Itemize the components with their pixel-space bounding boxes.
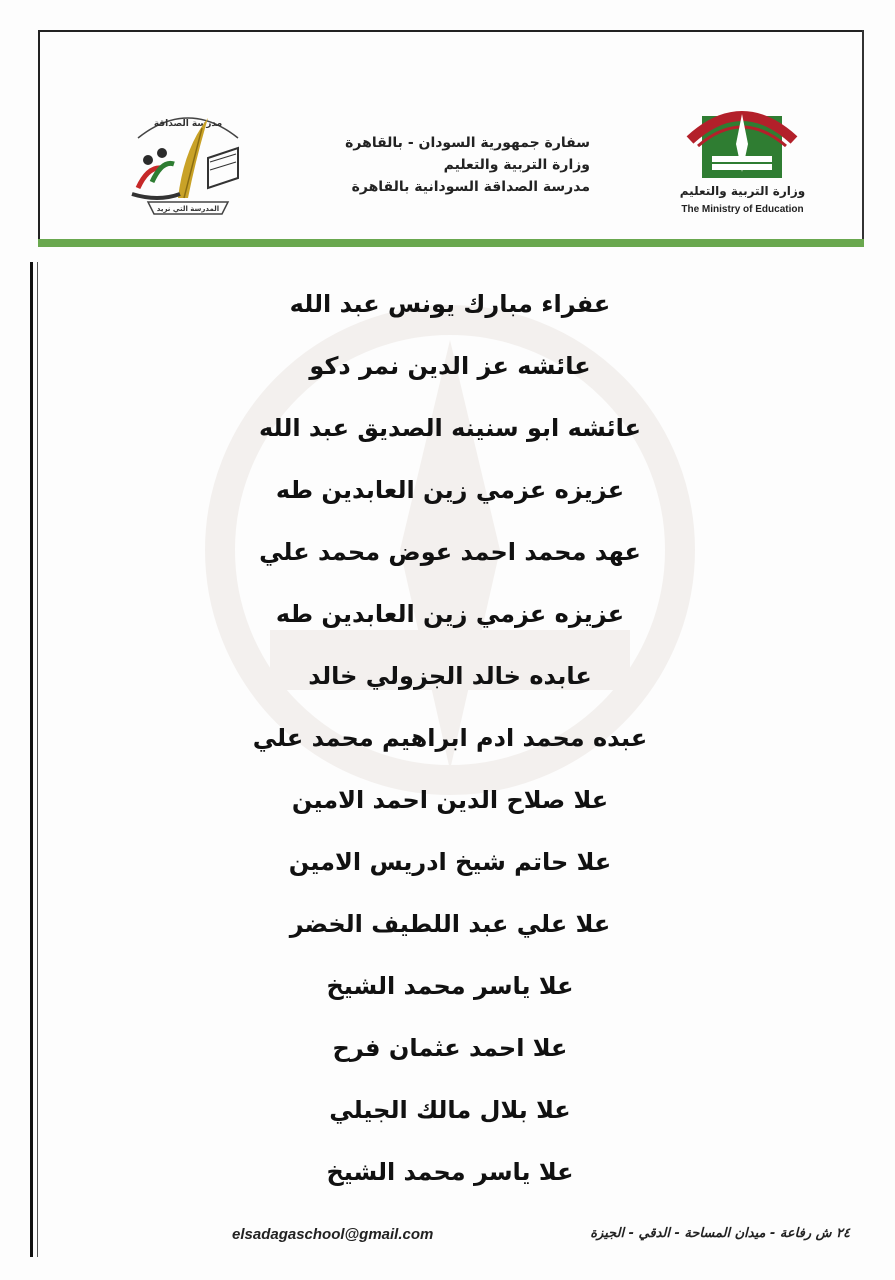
ministry-logo <box>660 100 825 220</box>
footer-email: elsadagaschool@gmail.com <box>232 1226 434 1243</box>
frame-right-border <box>862 30 864 245</box>
frame-left-border <box>38 30 40 245</box>
name-item: عهد محمد احمد عوض محمد علي <box>259 538 641 566</box>
name-item: علا ياسر محمد الشيخ <box>326 972 574 1000</box>
name-item: علا علي عبد اللطيف الخضر <box>289 910 611 938</box>
frame-top-border <box>38 30 864 32</box>
name-item: عفراء مبارك يونس عبد الله <box>289 290 611 318</box>
name-item: عزيزه عزمي زين العابدين طه <box>275 476 625 504</box>
name-item: علا حاتم شيخ ادريس الامين <box>288 848 612 876</box>
name-item: علا صلاح الدين احمد الامين <box>291 786 609 814</box>
left-margin-rule-inner <box>37 262 38 1257</box>
footer-address: ٢٤ ش رفاعة - ميدان المساحة - الدقي - الجيزة <box>590 1226 850 1241</box>
name-item: عائشه عز الدين نمر دكو <box>309 352 591 380</box>
school-logo <box>118 98 258 228</box>
name-item: عبده محمد ادم ابراهيم محمد علي <box>252 724 648 752</box>
header-institution-block <box>300 132 590 198</box>
header-line-embassy: سفارة جمهورية السودان - بالقاهرة <box>345 135 590 151</box>
header-green-rule <box>38 239 864 247</box>
name-item: عائشه ابو سنينه الصديق عبد الله <box>258 414 642 442</box>
ministry-logo-caption-en: The Ministry of Education <box>681 204 804 215</box>
name-item: علا ياسر محمد الشيخ <box>326 1158 574 1186</box>
name-item: علا بلال مالك الجيلي <box>329 1096 571 1124</box>
svg-text:مدرسة الصداقة: مدرسة الصداقة <box>153 119 223 129</box>
header-line-school: مدرسة الصداقة السودانية بالقاهرة <box>351 179 590 195</box>
ministry-logo-caption-ar: وزارة التربية والتعليم <box>679 184 806 198</box>
name-item: عابده خالد الجزولي خالد <box>308 662 592 690</box>
svg-text:المدرسة التي نريد: المدرسة التي نريد <box>156 205 220 213</box>
header-line-ministry: وزارة التربية والتعليم <box>443 157 590 173</box>
left-margin-rule <box>30 262 33 1257</box>
name-item: عزيزه عزمي زين العابدين طه <box>275 600 625 628</box>
name-item: علا احمد عثمان فرح <box>332 1034 568 1062</box>
